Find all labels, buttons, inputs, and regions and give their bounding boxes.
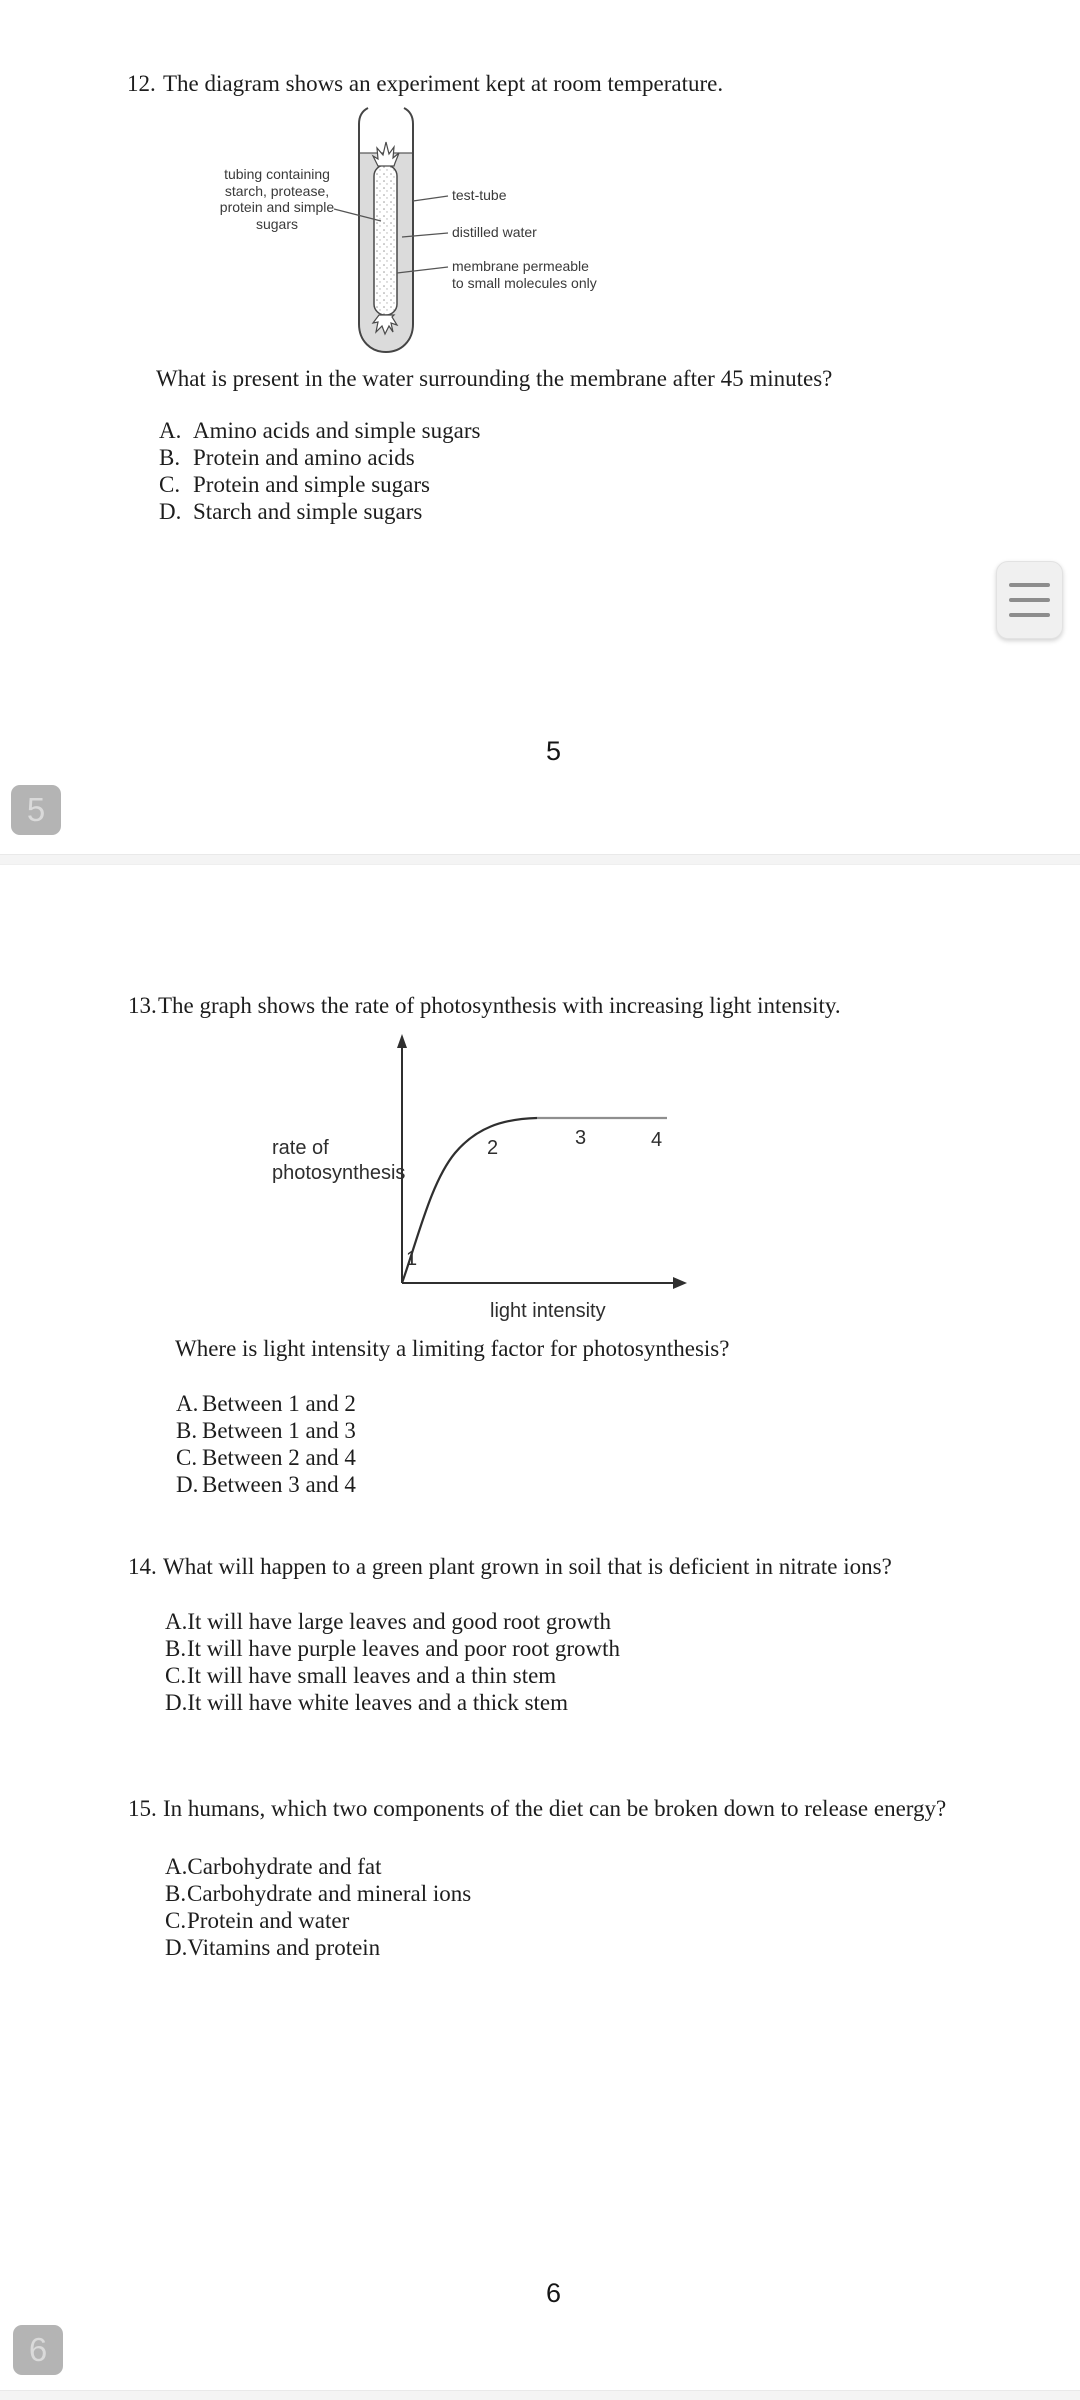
bottom-page-gap [0, 2390, 1080, 2400]
option-row: D. Starch and simple sugars [159, 499, 423, 524]
option-row: D.It will have white leaves and a thick stem [165, 1690, 569, 1715]
question-15-prompt [128, 1795, 946, 1822]
graph-point-2: 2 [487, 1137, 499, 1159]
question-12-stem: What is present in the water surrounding the membrane after 45 minutes? [156, 366, 833, 391]
option-row: C. Protein and simple sugars [159, 472, 430, 497]
y-axis-arrow [397, 1034, 407, 1048]
question-13-options [176, 1390, 356, 1498]
option-row: A.Carbohydrate and fat [165, 1854, 382, 1879]
option-row: D.Vitamins and protein [165, 1935, 381, 1960]
rate-curve [402, 1118, 537, 1283]
option-row: A. Amino acids and simple sugars [159, 418, 481, 443]
page-6-number: 6 [546, 2278, 562, 2308]
question-number: 12. [127, 71, 156, 96]
option-row: C.Protein and water [165, 1908, 350, 1933]
x-axis-arrow [673, 1277, 687, 1289]
page-gap-separator [0, 854, 1080, 865]
question-number: 13. [128, 993, 157, 1018]
option-row: B. Protein and amino acids [159, 445, 415, 470]
graph-point-1: 1 [406, 1248, 418, 1270]
page-5-number: 5 [546, 736, 562, 766]
graph-point-3: 3 [575, 1127, 587, 1149]
option-row: A. Between 1 and 2 [176, 1391, 356, 1416]
question-12-options [159, 417, 480, 525]
test-tube-label: test-tube [452, 187, 507, 203]
question-13-stem: Where is light intensity a limiting factor for photosynthesis? [175, 1336, 730, 1361]
fast-scroll-handle[interactable] [996, 561, 1063, 639]
option-row: B.It will have purple leaves and poor root growth [165, 1636, 621, 1661]
page-indicator-badge-5: 5 [11, 785, 61, 835]
option-row: B. Between 1 and 3 [176, 1418, 356, 1443]
graph-x-axis-label: light intensity [490, 1300, 606, 1322]
question-text: The diagram shows an experiment kept at room temperature. [163, 71, 724, 96]
dialysis-tubing [374, 165, 397, 315]
question-text: The graph shows the rate of photosynthesis with increasing light intensity. [158, 993, 841, 1018]
membrane-label: membrane permeable to small molecules only [452, 258, 597, 291]
question-15-options [165, 1853, 471, 1961]
page-indicator-badge-6: 6 [13, 2325, 63, 2375]
question-text: What will happen to a green plant grown in soil that is deficient in nitrate ions? [163, 1554, 892, 1579]
option-row: A.It will have large leaves and good root growth [165, 1609, 612, 1634]
option-row: C.It will have small leaves and a thin stem [165, 1663, 557, 1688]
graph-point-4: 4 [651, 1129, 663, 1151]
question-text: In humans, which two components of the diet can be broken down to release energy? [163, 1796, 947, 1821]
tubing-contents-label: tubing containing starch, protease, protein and simple sugars [219, 166, 335, 232]
option-row: B.Carbohydrate and mineral ions [165, 1881, 472, 1906]
question-number: 14. [128, 1554, 157, 1579]
leader-test-tube [413, 196, 448, 201]
distilled-water-label: distilled water [452, 224, 537, 240]
graph-y-axis-label: rate of photosynthesis [272, 1137, 406, 1184]
question-14-prompt [128, 1553, 892, 1580]
question-14-options [165, 1608, 620, 1716]
option-row: C. Between 2 and 4 [176, 1445, 356, 1470]
question-13-prompt [128, 992, 841, 1019]
question-number: 15. [128, 1796, 157, 1821]
option-row: D. Between 3 and 4 [176, 1472, 356, 1497]
